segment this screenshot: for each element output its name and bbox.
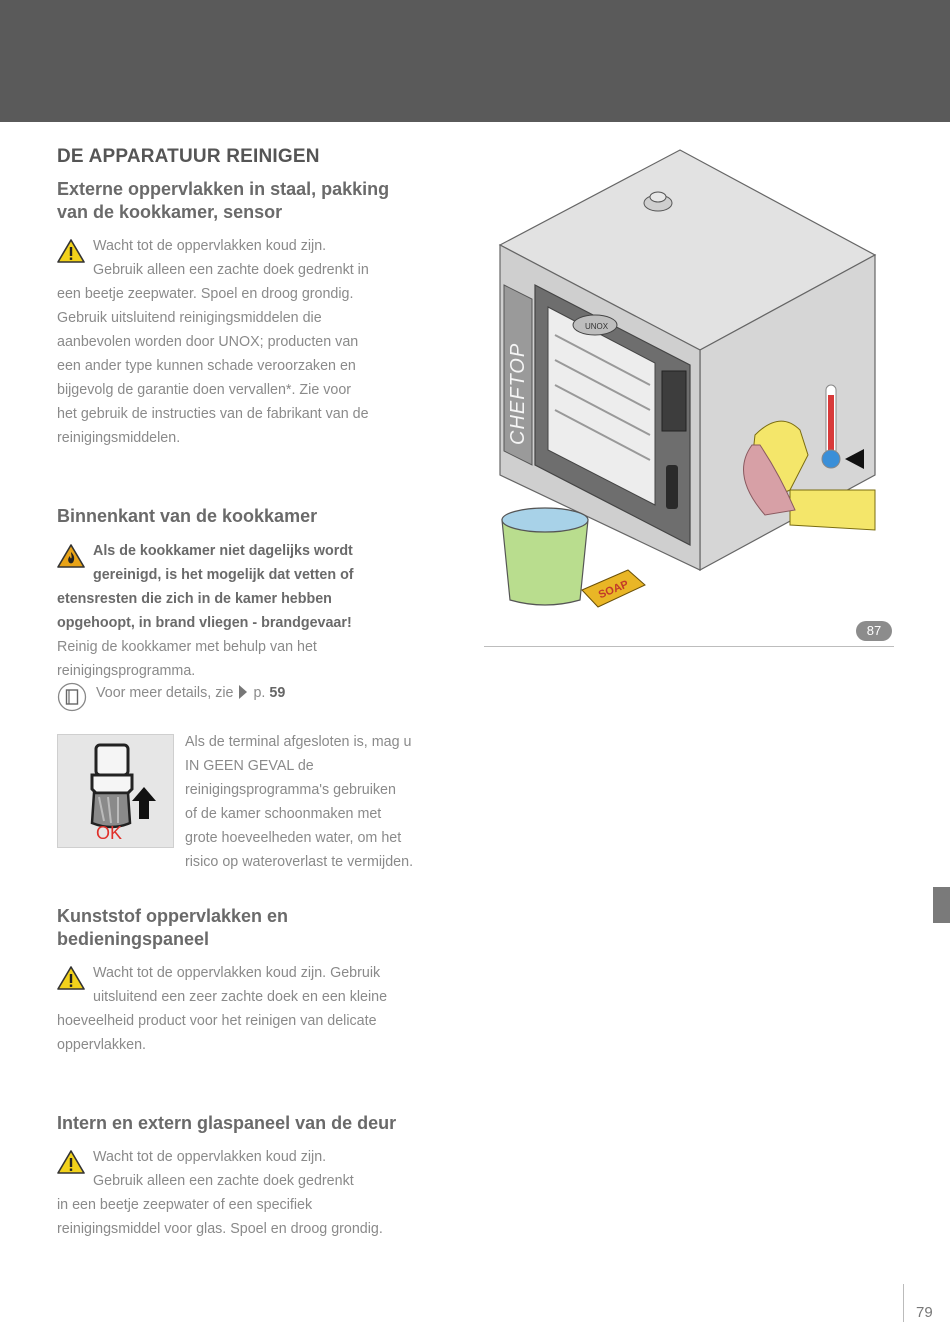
section-side-tab — [933, 887, 950, 923]
text-terminal-warning — [185, 730, 470, 874]
text-line: bijgevolg de garantie doen vervallen*. Zie voor — [57, 382, 352, 398]
text-line: een beetje zeepwater. Spoel en droog grondig. — [57, 286, 354, 302]
text-line: Gebruik uitsluitend reinigingsmiddelen die — [57, 310, 322, 326]
warning-line: etensresten die zich in de kamer hebben — [57, 591, 332, 607]
heading-line: bedieningspaneel — [57, 929, 210, 949]
text-line: aanbevolen worden door UNOX; producten van — [57, 334, 359, 350]
text-line: Reinig de kookkamer met behulp van het — [57, 639, 317, 655]
unox-logo-text: UNOX — [585, 322, 609, 331]
figure-divider — [484, 646, 894, 647]
text-line: reinigingsprogramma. — [57, 663, 196, 679]
text-line: Als de terminal afgesloten is, mag u — [185, 734, 412, 750]
reference-page-prefix: p. — [253, 685, 266, 701]
reference-page-number: 59 — [269, 685, 286, 701]
warning-line: Als de kookkamer niet dagelijks wordt — [93, 543, 353, 559]
terminal-cap-figure — [57, 734, 174, 848]
heading-external-surfaces — [57, 178, 389, 224]
soap-label: SOAP — [596, 578, 631, 602]
warning-line: opgehoopt, in brand vliegen - brandgevaar! — [57, 615, 352, 631]
heading-line: van de kookkamer, sensor — [57, 202, 283, 222]
figure-number-badge: 87 — [856, 621, 892, 641]
text-line: reinigingsprogramma's gebruiken — [185, 782, 396, 798]
text-line: Gebruik alleen een zachte doek gedrenkt in — [93, 262, 369, 278]
text-glass-panel — [57, 1145, 467, 1241]
heading-inside-chamber: Binnenkant van de kookkamer — [57, 506, 318, 526]
page-reference[interactable] — [57, 682, 467, 708]
ok-label: OK — [96, 823, 123, 843]
text-line: in een beetje zeepwater of een specifiek — [57, 1197, 313, 1213]
section-title: DE APPARATUUR REINIGEN — [57, 146, 320, 167]
reference-text: Voor meer details, zie — [96, 685, 234, 701]
text-line: Wacht tot de oppervlakken koud zijn. Gebruik — [93, 965, 381, 981]
text-line: hoeveelheid product voor het reinigen van delicate — [57, 1013, 377, 1029]
text-line: Gebruik alleen een zachte doek gedrenkt — [93, 1173, 354, 1189]
text-line: het gebruik de instructies van de fabrikant van de — [57, 406, 369, 422]
heading-plastic-surfaces — [57, 905, 288, 951]
text-line: reinigingsmiddel voor glas. Spoel en droog grondig. — [57, 1221, 383, 1237]
heading-glass-panel: Intern en extern glaspaneel van de deur — [57, 1113, 397, 1133]
text-line: risico op wateroverlast te vermijden. — [185, 854, 414, 870]
heading-line: Kunststof oppervlakken en — [57, 906, 289, 926]
manual-reference-icon — [57, 682, 87, 712]
header-bar — [0, 0, 950, 122]
text-line: oppervlakken. — [57, 1037, 147, 1053]
text-inside-chamber — [57, 539, 467, 683]
page-number-rule — [903, 1284, 904, 1322]
arrow-right-icon — [239, 685, 247, 699]
text-line: uitsluitend een zeer zachte doek en een kleine — [93, 989, 388, 1005]
text-line: grote hoeveelheden water, om het — [185, 830, 402, 846]
heading-line: Externe oppervlakken in staal, pakking — [57, 179, 390, 199]
text-line: Wacht tot de oppervlakken koud zijn. — [93, 1149, 327, 1165]
oven-cleaning-illustration — [490, 145, 890, 615]
text-line: reinigingsmiddelen. — [57, 430, 181, 446]
text-line: een ander type kunnen schade veroorzaken en — [57, 358, 356, 374]
cheftop-brand-label: CHEFTOP — [507, 342, 529, 445]
text-line: Wacht tot de oppervlakken koud zijn. — [93, 238, 327, 254]
text-external-surfaces — [57, 234, 467, 450]
text-line: IN GEEN GEVAL de — [185, 758, 314, 774]
page-number: 79 — [916, 1304, 933, 1321]
text-plastic-surfaces — [57, 961, 467, 1057]
text-line: of de kamer schoonmaken met — [185, 806, 382, 822]
warning-line: gereinigd, is het mogelijk dat vetten of — [93, 567, 354, 583]
